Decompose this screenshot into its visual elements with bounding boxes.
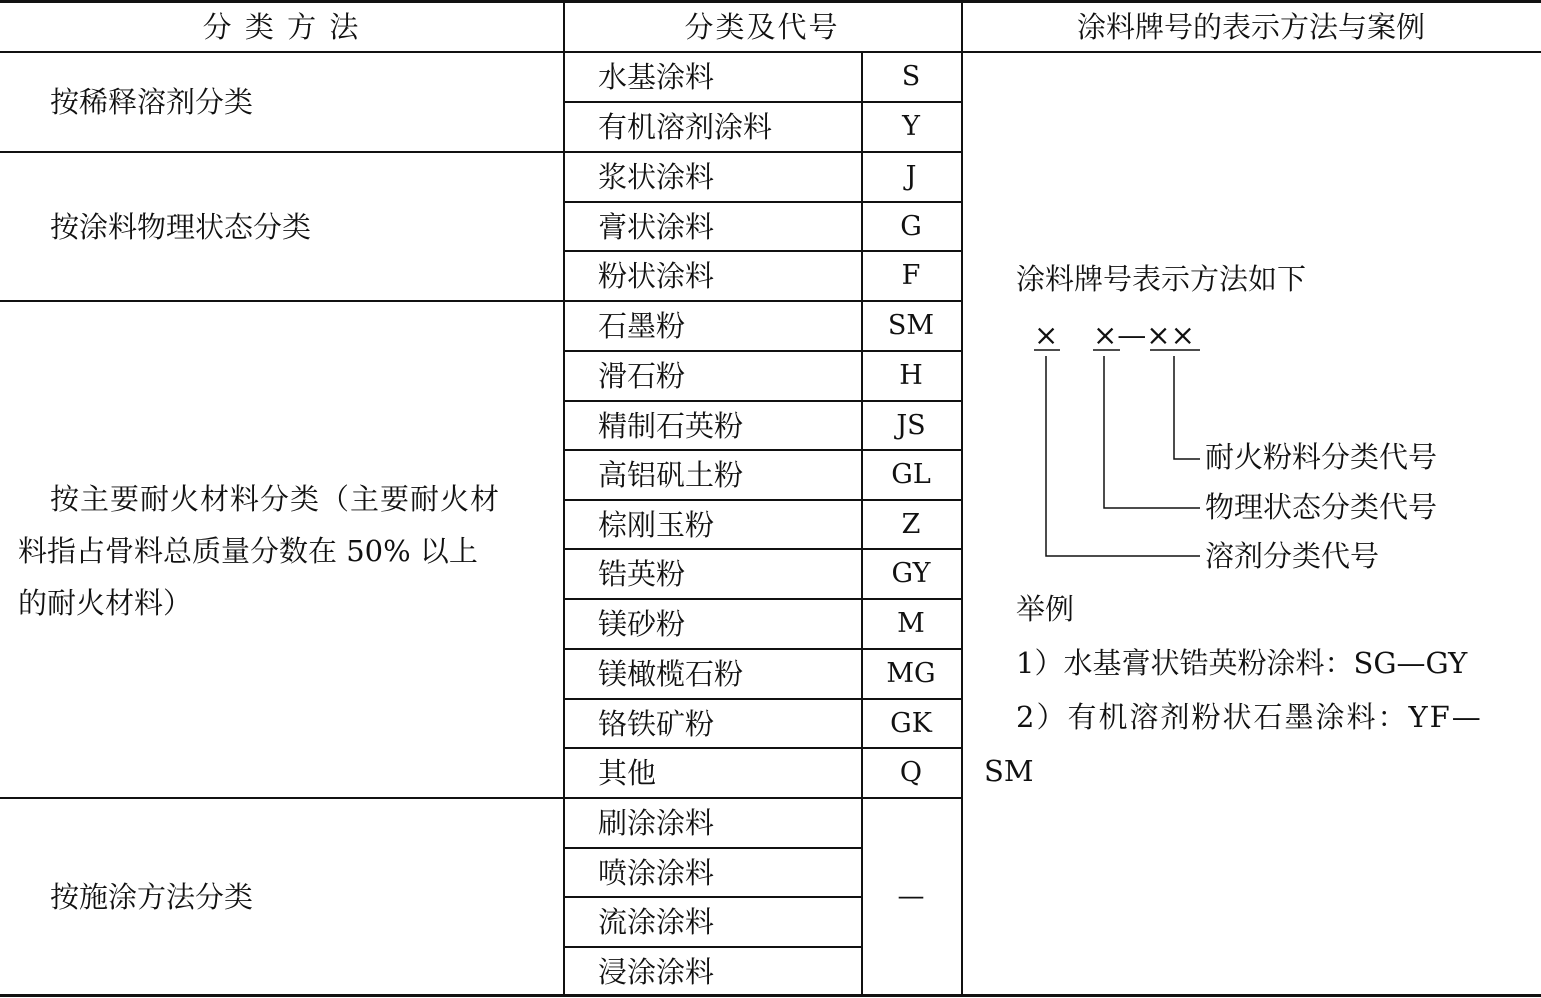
category-name: 镁砂粉	[598, 607, 686, 641]
method-physical-state: 按涂料物理状态分类	[50, 210, 312, 244]
shared-code-dash: —	[897, 881, 925, 912]
method-refractory-line2: 料指占骨料总质量分数在 50% 以上	[18, 534, 478, 568]
category-code: F	[901, 260, 921, 291]
example-2-line1: 2）有机溶剂粉状石墨涂料：YF—	[1016, 700, 1483, 734]
category-code: JS	[896, 410, 926, 441]
category-name: 锆英粉	[598, 557, 686, 591]
category-code: GK	[890, 708, 932, 739]
method-solvent: 按稀释溶剂分类	[50, 85, 254, 119]
category-name: 高铝矾土粉	[598, 458, 744, 492]
header-category: 分类及代号	[684, 10, 840, 44]
category-name: 石墨粉	[598, 309, 686, 343]
category-name: 浆状涂料	[598, 160, 715, 194]
category-name: 棕刚玉粉	[598, 508, 715, 542]
pattern-first-mark: ×	[1034, 318, 1059, 352]
category-name: 滑石粉	[598, 359, 686, 393]
label-refractory-code: 耐火粉料分类代号	[1205, 440, 1438, 474]
category-name: 膏状涂料	[598, 210, 715, 244]
category-code: G	[900, 211, 922, 242]
category-code: SM	[887, 310, 935, 341]
category-name: 喷涂涂料	[598, 856, 715, 890]
notation-intro: 涂料牌号表示方法如下	[1016, 262, 1307, 296]
category-code: MG	[886, 658, 936, 689]
example-title: 举例	[1016, 592, 1075, 626]
category-code: Y	[902, 111, 920, 142]
example-2-line2: SM	[984, 754, 1034, 788]
label-solvent-code: 溶剂分类代号	[1205, 539, 1380, 573]
category-code: Z	[901, 509, 921, 540]
category-code: J	[905, 161, 917, 192]
category-name: 有机溶剂涂料	[598, 110, 773, 144]
category-name: 精制石英粉	[598, 409, 744, 443]
category-name: 镁橄榄石粉	[598, 657, 744, 691]
category-name: 水基涂料	[598, 60, 715, 94]
category-code: S	[901, 61, 921, 92]
category-code: H	[899, 360, 923, 391]
category-name: 铬铁矿粉	[598, 707, 715, 741]
method-refractory-line1: 按主要耐火材料分类（主要耐火材	[50, 482, 501, 516]
category-name: 流涂涂料	[598, 905, 715, 939]
category-name: 其他	[598, 756, 657, 790]
category-code: GY	[891, 558, 931, 589]
category-code: GL	[891, 459, 931, 490]
category-code: Q	[899, 757, 923, 788]
category-name: 刷涂涂料	[598, 806, 715, 840]
pattern-rest-marks: ×—××	[1093, 318, 1195, 352]
label-state-code: 物理状态分类代号	[1205, 490, 1438, 524]
header-method: 分 类 方 法	[202, 10, 361, 44]
method-application: 按施涂方法分类	[50, 880, 254, 914]
example-1: 1）水基膏状锆英粉涂料：SG—GY	[1016, 646, 1468, 680]
category-code: M	[897, 608, 925, 639]
category-name: 浸涂涂料	[598, 955, 715, 989]
header-notation: 涂料牌号的表示方法与案例	[1076, 10, 1425, 44]
category-name: 粉状涂料	[598, 259, 715, 293]
method-refractory-line3: 的耐火材料）	[18, 586, 193, 620]
